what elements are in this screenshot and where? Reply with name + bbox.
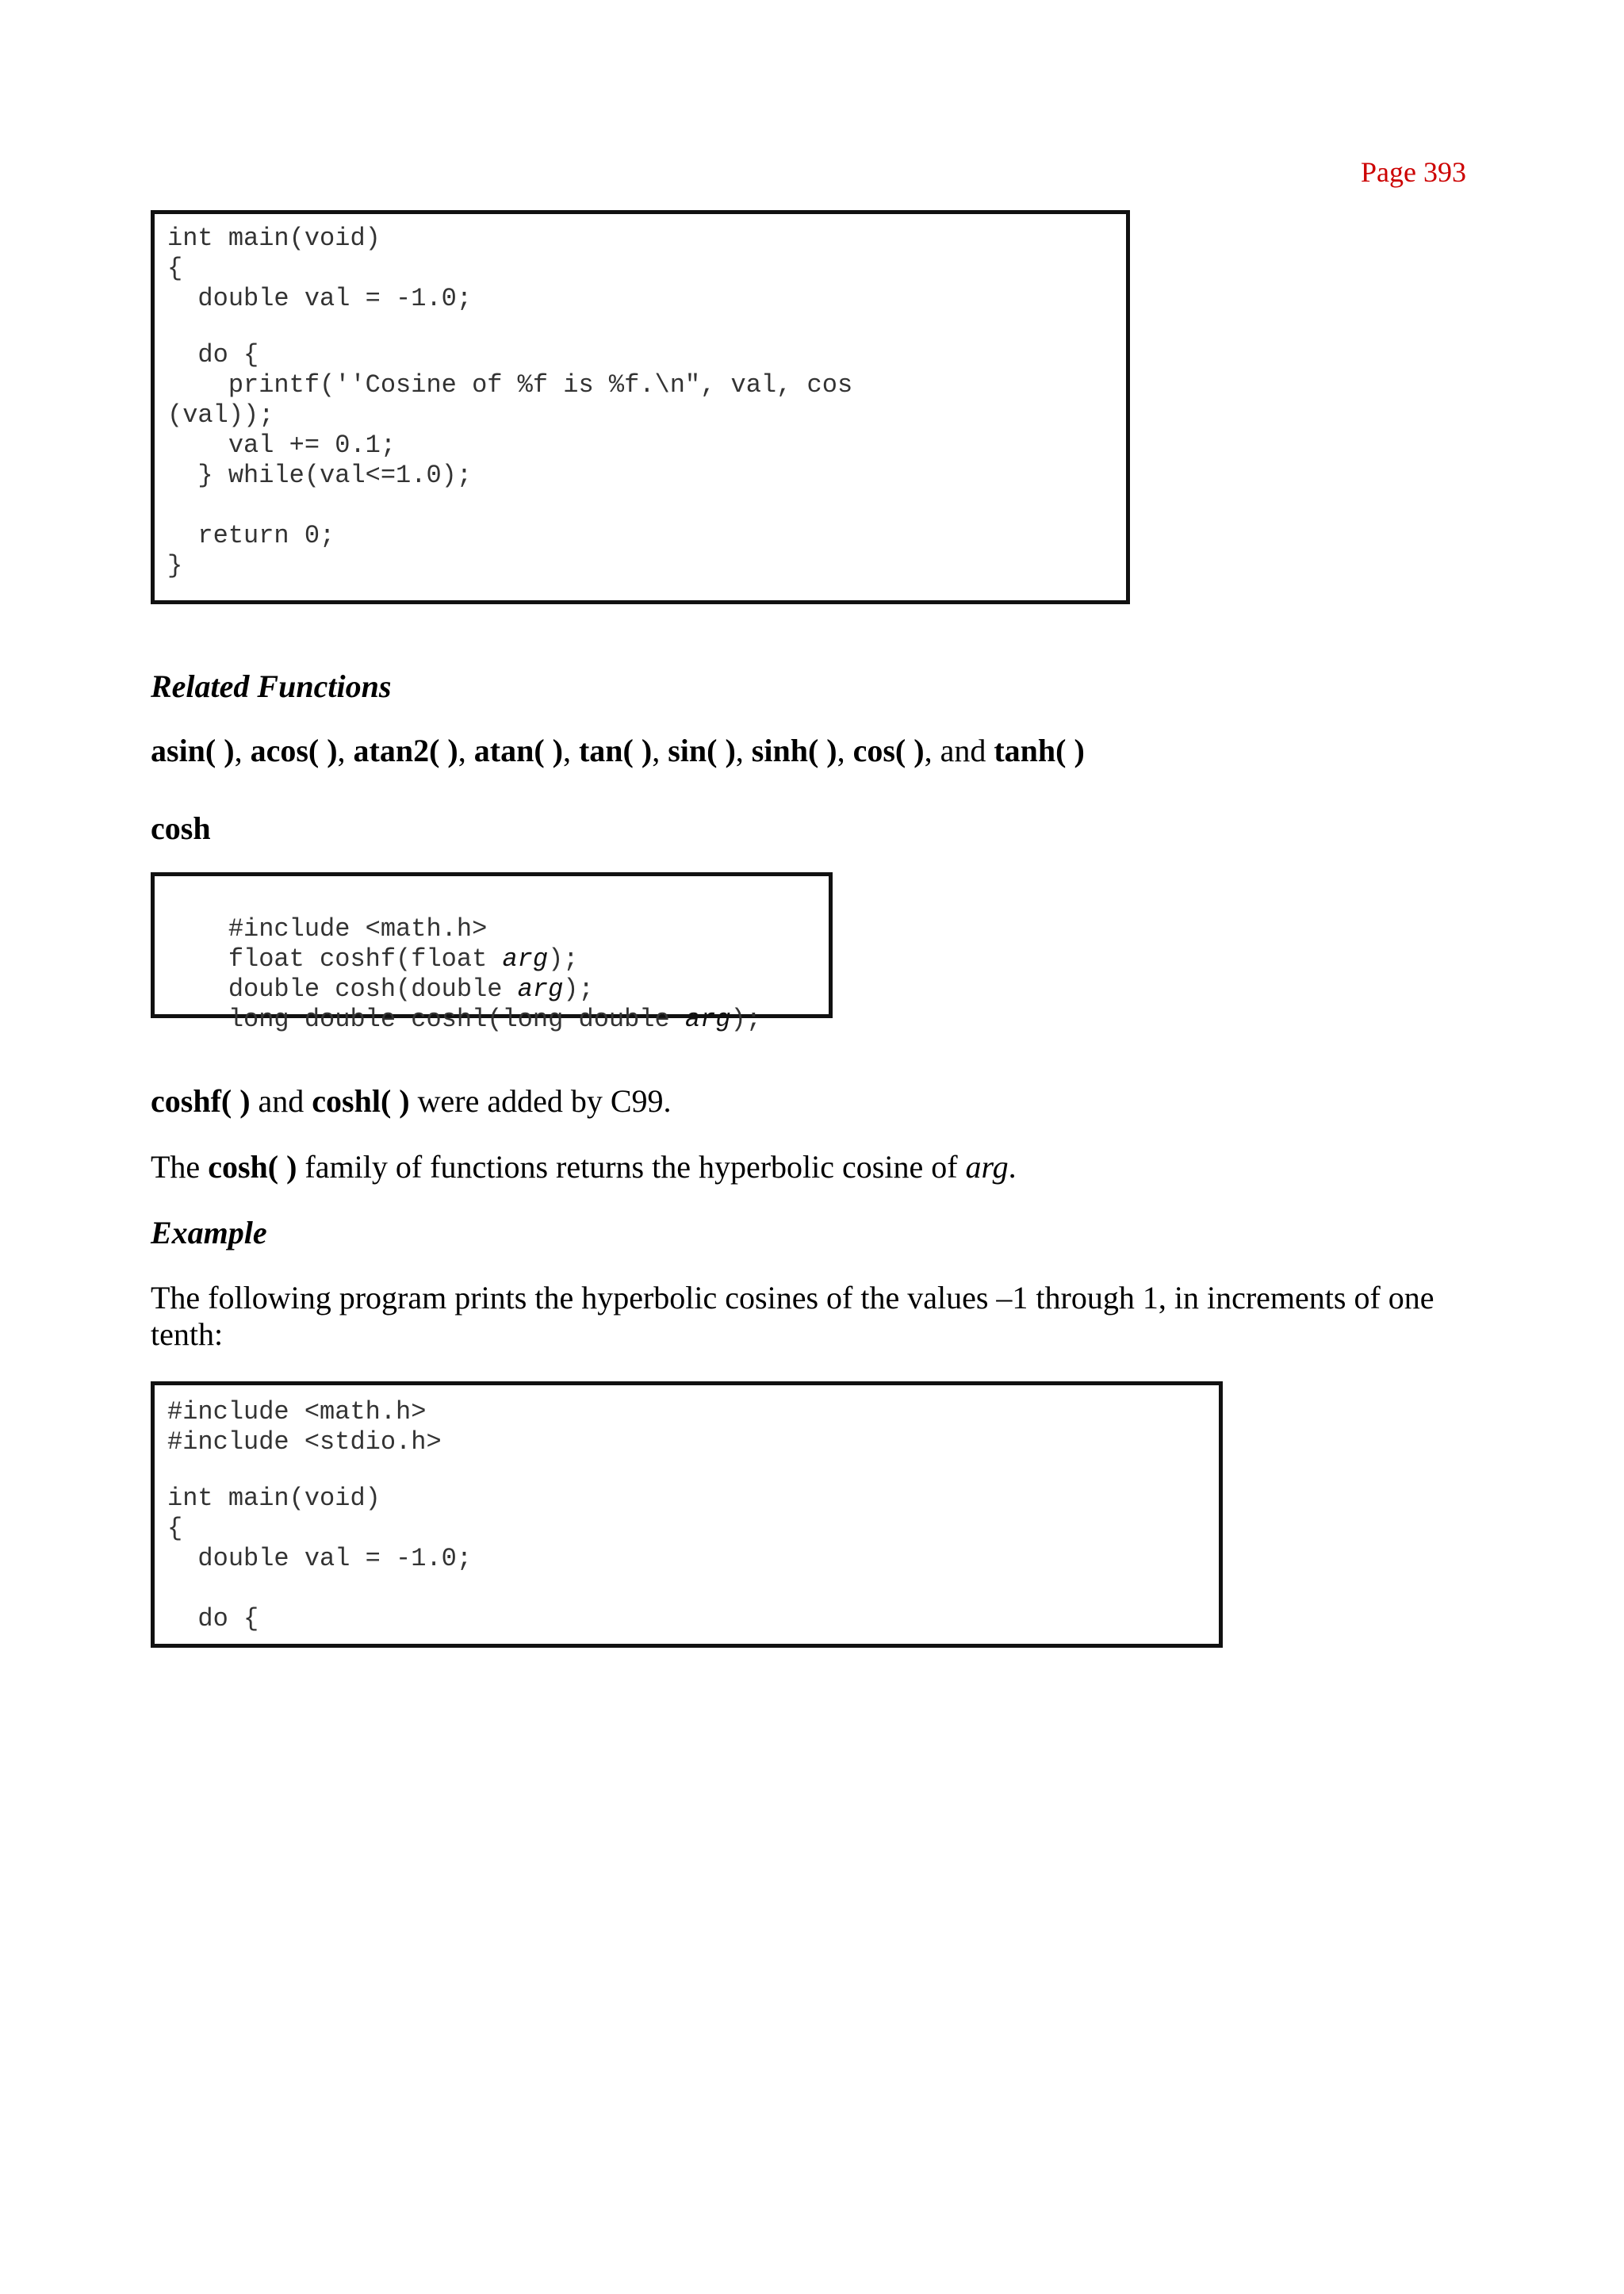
description-text: The bbox=[151, 1149, 209, 1185]
list-separator: , bbox=[234, 733, 251, 768]
list-separator: , bbox=[652, 733, 668, 768]
note-text: were added by C99. bbox=[409, 1083, 672, 1119]
function-name: cos( ) bbox=[852, 733, 925, 768]
note-text: and bbox=[250, 1083, 312, 1119]
code-line: #include <stdio.h> bbox=[167, 1427, 442, 1457]
argument-name: arg bbox=[965, 1149, 1009, 1185]
function-name: coshl( ) bbox=[312, 1083, 410, 1119]
function-name: atan( ) bbox=[473, 733, 563, 768]
function-name: atan2( ) bbox=[353, 733, 458, 768]
description-text: . bbox=[1008, 1149, 1017, 1185]
code-line: #include <math.h> bbox=[167, 1397, 427, 1427]
list-separator: , bbox=[337, 733, 354, 768]
related-functions-heading: Related Functions bbox=[151, 668, 392, 704]
function-name: cosh( ) bbox=[208, 1149, 297, 1185]
function-name: sin( ) bbox=[668, 733, 736, 768]
code-block-cos-example bbox=[151, 210, 1130, 604]
code-arg: arg bbox=[502, 944, 549, 974]
related-functions-list bbox=[151, 733, 1085, 769]
example-intro: The following program prints the hyperbolic cosines of the values –1 through 1, in increments of one tenth: bbox=[151, 1280, 1434, 1352]
code-line: return 0; bbox=[167, 521, 335, 550]
code-line: do { bbox=[167, 1604, 259, 1633]
function-title: cosh bbox=[151, 810, 211, 846]
function-name: sinh( ) bbox=[751, 733, 837, 768]
code-line: double val = -1.0; bbox=[167, 284, 473, 313]
code-arg: arg bbox=[517, 975, 564, 1004]
function-name: tanh( ) bbox=[994, 733, 1085, 768]
list-conjunction: , and bbox=[924, 733, 994, 768]
code-text: ); bbox=[548, 944, 579, 974]
description-text: family of functions returns the hyperbolic cosine of bbox=[297, 1149, 966, 1185]
code-line: do { bbox=[167, 340, 259, 370]
list-separator: , bbox=[735, 733, 752, 768]
function-name: coshf( ) bbox=[151, 1083, 251, 1119]
code-line: double val = -1.0; bbox=[167, 1544, 473, 1573]
list-separator: , bbox=[458, 733, 474, 768]
code-text: long double coshl(long double bbox=[228, 1005, 685, 1034]
function-name: asin( ) bbox=[151, 733, 235, 768]
function-name: tan( ) bbox=[578, 733, 653, 768]
code-line: } bbox=[167, 551, 183, 580]
code-text: float coshf(float bbox=[228, 944, 503, 974]
code-text: ); bbox=[730, 1005, 761, 1034]
code-text: ); bbox=[563, 975, 594, 1004]
list-separator: , bbox=[562, 733, 579, 768]
code-line: { bbox=[167, 1514, 183, 1543]
code-line: { bbox=[167, 254, 183, 283]
example-heading: Example bbox=[151, 1215, 267, 1250]
code-text: double cosh(double bbox=[228, 975, 518, 1004]
code-line: (val)); bbox=[167, 400, 274, 430]
c99-note bbox=[151, 1083, 672, 1120]
list-separator: , bbox=[837, 733, 853, 768]
code-line: val += 0.1; bbox=[167, 431, 396, 460]
code-line: int main(void) bbox=[167, 1484, 381, 1513]
code-block-cosh-example bbox=[151, 1381, 1223, 1648]
code-line: printf(''Cosine of %f is %f.\n", val, cos bbox=[167, 370, 853, 400]
function-name: acos( ) bbox=[250, 733, 338, 768]
code-arg: arg bbox=[684, 1005, 731, 1034]
page-number: Page 393 bbox=[1361, 156, 1466, 188]
code-line: } while(val<=1.0); bbox=[167, 461, 473, 490]
code-line bbox=[167, 884, 829, 944]
code-line: int main(void) bbox=[167, 224, 381, 253]
function-description bbox=[151, 1149, 1017, 1185]
code-block-cosh-prototype bbox=[151, 872, 833, 1034]
code-text: #include <math.h> bbox=[228, 914, 488, 944]
